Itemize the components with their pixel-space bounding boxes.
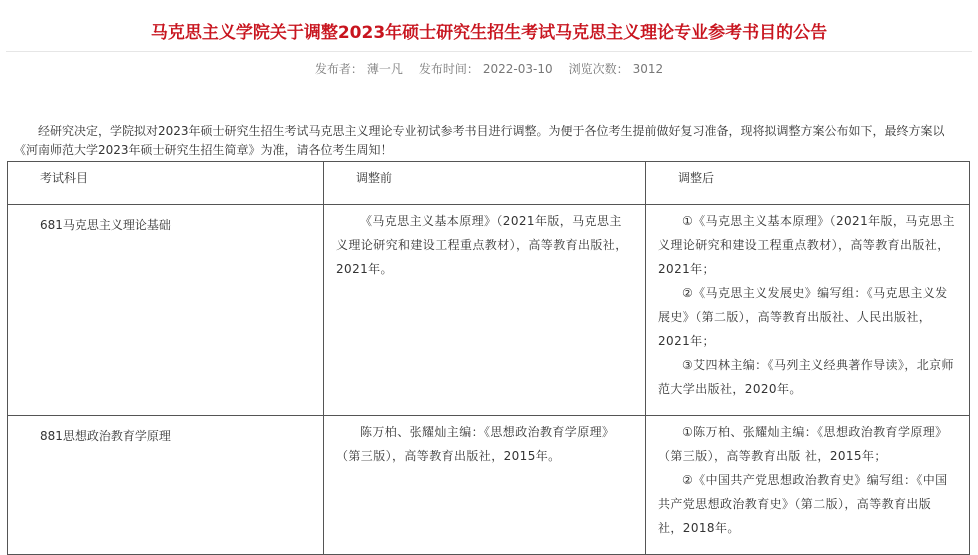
before-cell <box>324 205 646 416</box>
publisher-label: 发布者： <box>314 62 363 76</box>
booklist-table <box>7 161 970 555</box>
publish-date: 2022-03-10 <box>482 62 553 76</box>
title-divider <box>6 51 972 52</box>
subject-cell: 881思想政治教育学原理 <box>8 416 324 555</box>
before-cell <box>324 416 646 555</box>
views-label: 浏览次数： <box>568 62 629 76</box>
table-row <box>8 416 970 555</box>
table-row <box>8 205 970 416</box>
subject-cell: 681马克思主义理论基础 <box>8 205 324 416</box>
after-cell <box>646 205 970 416</box>
after-item: ②《马克思主义发展史》编写组：《马克思主义发展史》（第二版），高等教育出版社、人民出版社，2021年； <box>658 286 948 348</box>
publisher-name: 薄一凡 <box>366 62 403 76</box>
after-item: ③艾四林主编：《马列主义经典著作导读》，北京师范大学出版社，2020年。 <box>658 358 954 396</box>
table-header-row <box>8 162 970 205</box>
after-item: ①《马克思主义基本原理》（2021年版，马克思主义理论研究和建设工程重点教材），高等教育出版社，2021年； <box>658 214 955 276</box>
header-before: 调整前 <box>324 162 646 205</box>
header-after: 调整后 <box>646 162 970 205</box>
date-label: 发布时间： <box>418 62 479 76</box>
view-count: 3012 <box>632 62 664 76</box>
intro-paragraph: 经研究决定，学院拟对2023年硕士研究生招生考试马克思主义理论专业初试参考书目进行调整。为便于各位考生提前做好复习准备，现将拟调整方案公布如下，最终方案以《河南师范大学2023年硕士研究生招生简章》为准，请各位考生周知！ <box>14 124 945 157</box>
before-text: 陈万柏、张耀灿主编：《思想政治教育学原理》（第三版），高等教育出版社，2015年。 <box>336 425 615 463</box>
page-title: 马克思主义学院关于调整2023年硕士研究生招生考试马克思主义理论专业参考书目的公告 <box>150 23 828 43</box>
article-meta <box>0 60 978 78</box>
after-item: ①陈万柏、张耀灿主编：《思想政治教育学原理》（第三版），高等教育出版 社，2015年； <box>658 425 948 463</box>
header-subject: 考试科目 <box>8 162 324 205</box>
after-item: ②《中国共产党思想政治教育史》编写组：《中国共产党思想政治教育史》（第二版），高等教育出版社，2018年。 <box>658 473 948 535</box>
after-cell <box>646 416 970 555</box>
before-text: 《马克思主义基本原理》（2021年版，马克思主义理论研究和建设工程重点教材），高等教育出版社，2021年。 <box>336 214 628 276</box>
